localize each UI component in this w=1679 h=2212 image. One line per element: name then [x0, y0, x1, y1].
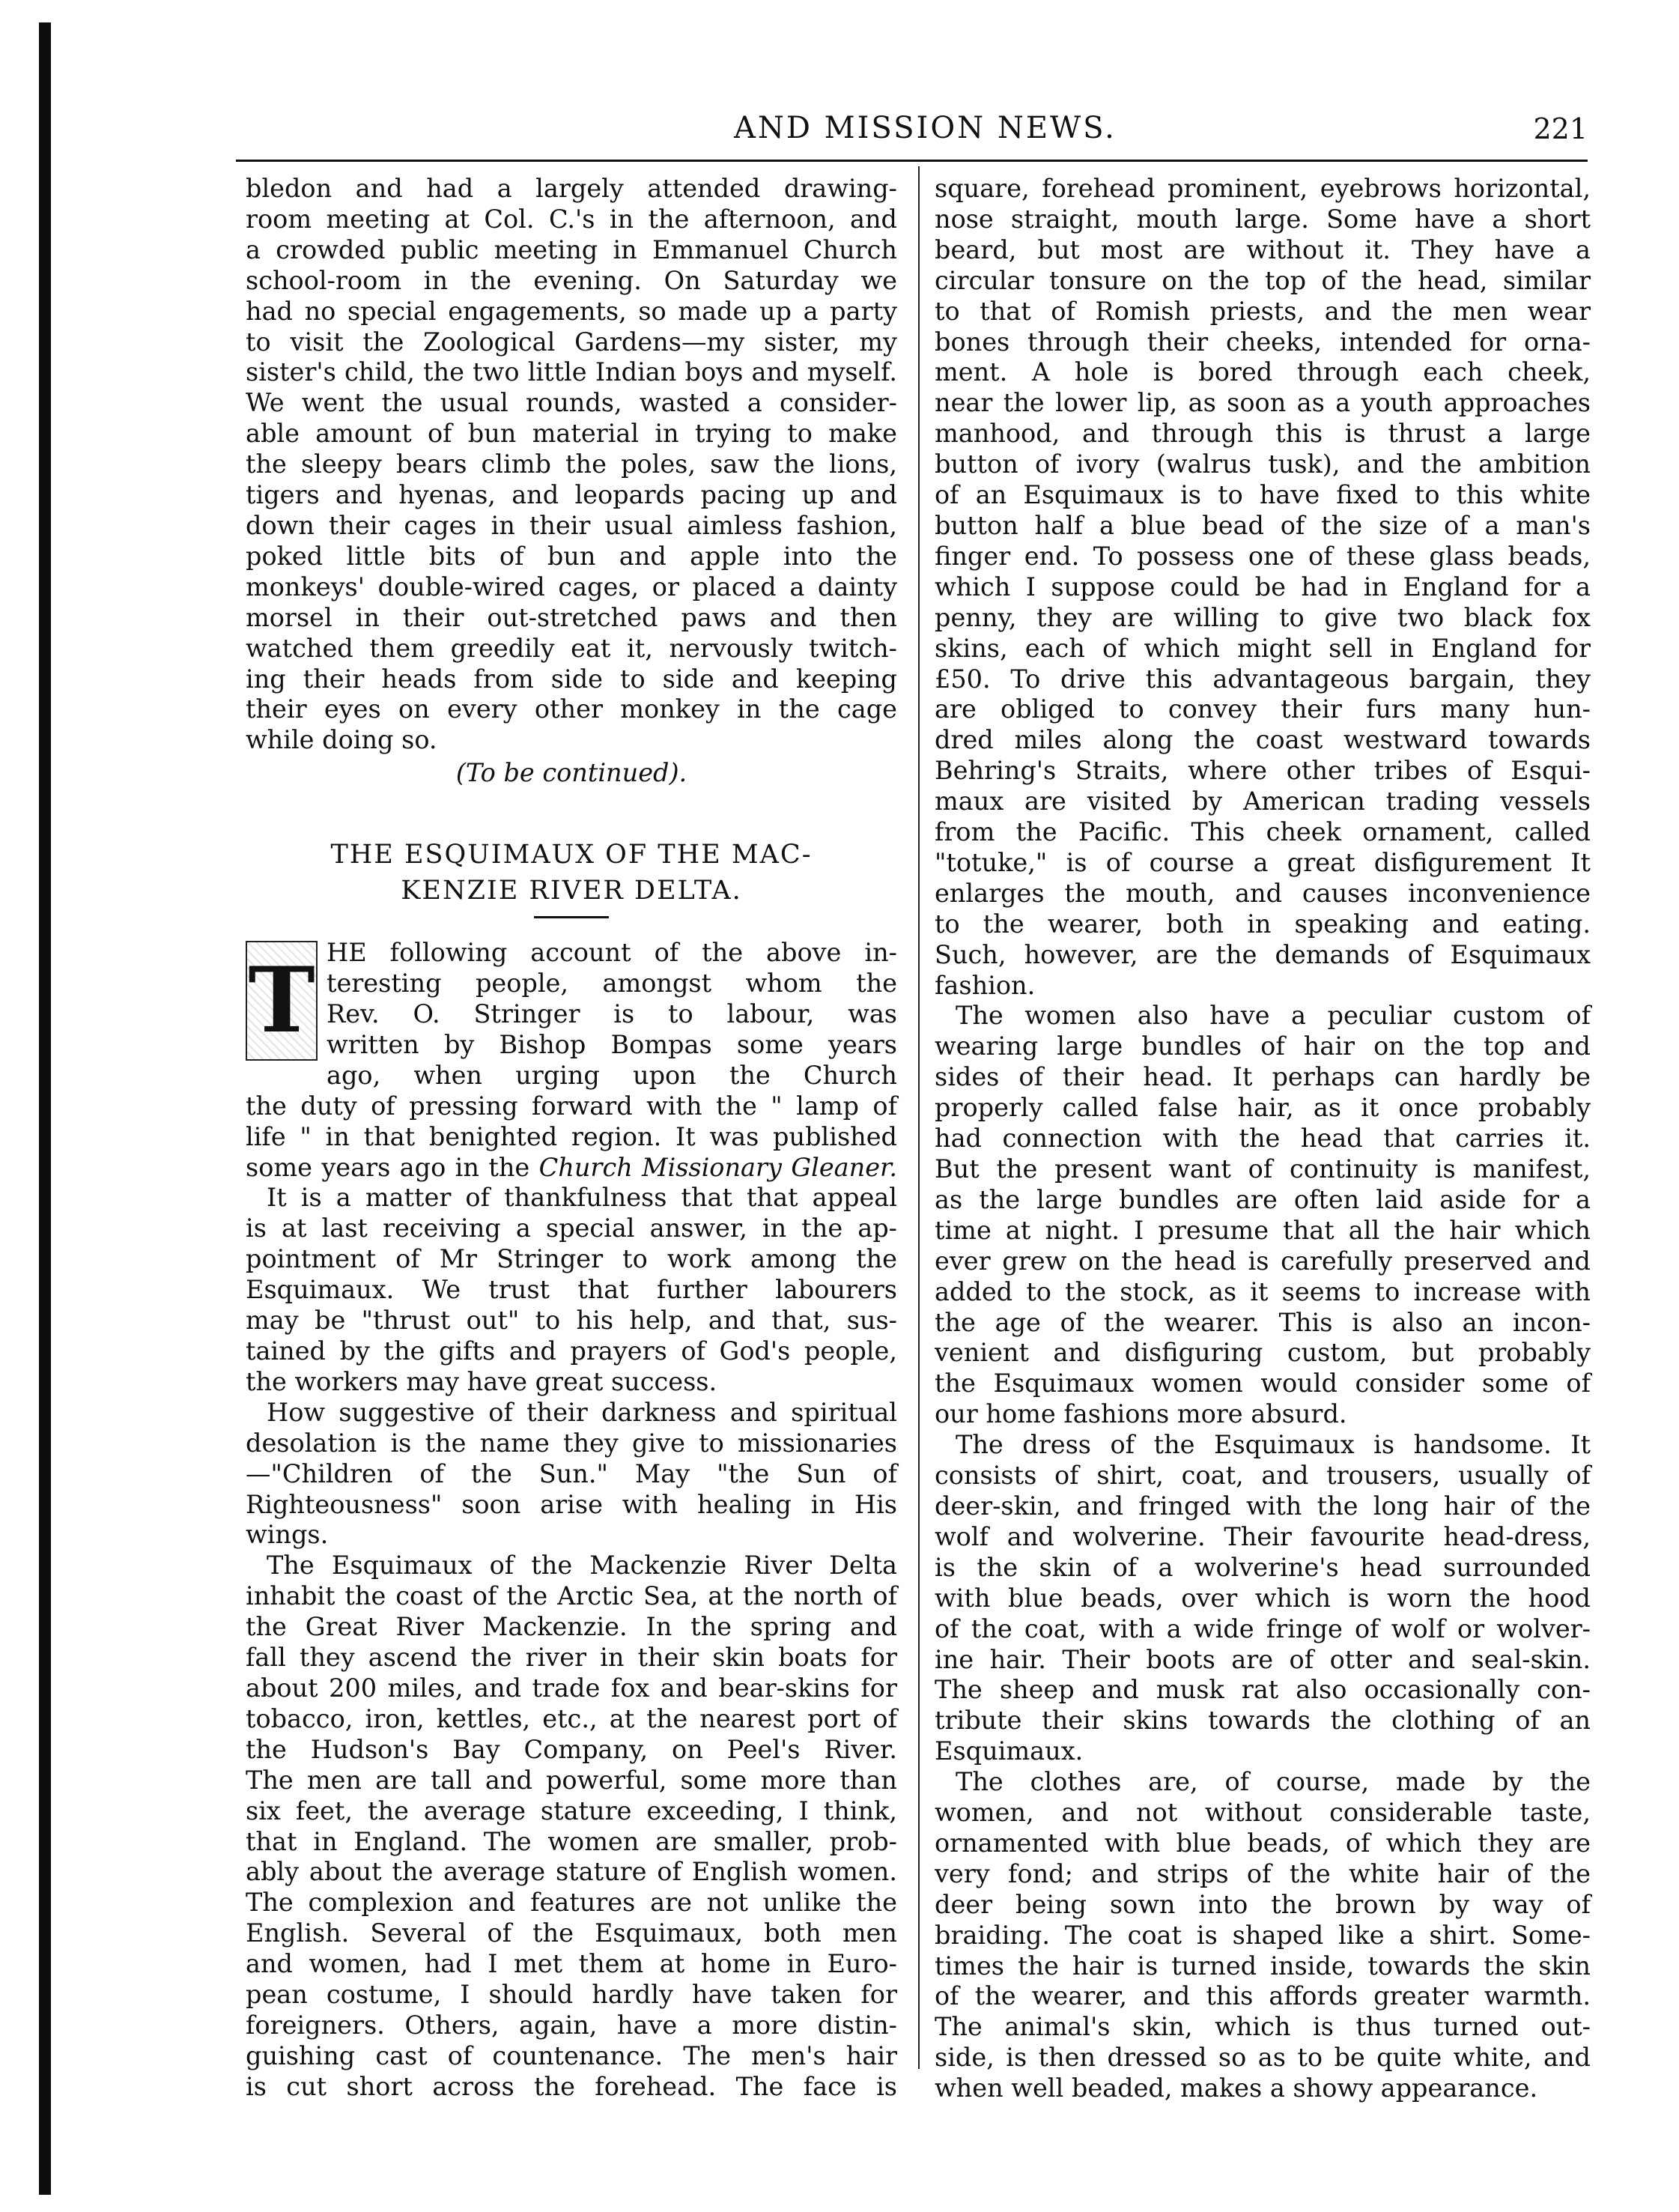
text-line: poked little bits of bun and apple into the	[246, 541, 897, 571]
text-line: is cut short across the forehead. The face is	[246, 2071, 897, 2101]
decorated-initial: T	[246, 941, 318, 1061]
to-be-continued: (To be continued).	[455, 758, 687, 788]
text-line: down their cages in their usual aimless fashion,	[246, 510, 897, 540]
text-line: the Hudson's Bay Company, on Peel's River.	[246, 1734, 897, 1764]
text-line: square, forehead prominent, eyebrows horizontal,	[935, 174, 1591, 203]
paragraph-delta-inhabitants	[246, 1551, 897, 2102]
intro-final-line	[246, 1153, 897, 1184]
text-line: time at night. I presume that all the hair which	[935, 1215, 1591, 1245]
text-line: fall they ascend the river in their skin boats for	[246, 1643, 897, 1673]
text-line: our home fashions more absurd.	[935, 1399, 1347, 1429]
text-line: sides of their head. It perhaps can hardly be	[935, 1062, 1591, 1092]
text-line: finger end. To possess one of these glass beads,	[935, 541, 1591, 571]
running-title: AND MISSION NEWS.	[734, 111, 1117, 145]
text-line: The animal's skin, which is thus turned out-	[935, 2012, 1591, 2042]
text-line: skins, each of which might sell in England for	[935, 633, 1591, 663]
text-line: tobacco, iron, kettles, etc., at the nearest port of	[246, 1703, 897, 1733]
text-line: bledon and had a largely attended drawing-	[246, 174, 897, 203]
text-line: is the skin of a wolverine's head surrounded	[935, 1552, 1591, 1582]
text-line: and women, had I met them at home in Euro-	[246, 1949, 897, 1979]
text-line: teresting people, amongst whom the	[327, 969, 897, 999]
text-line: ago, when urging upon the Church	[327, 1060, 897, 1090]
text-line: button of ivory (walrus tusk), and the ambition	[935, 449, 1591, 479]
page-number: 221	[1533, 112, 1588, 145]
text-line: while doing so.	[246, 725, 437, 755]
text-line: ever grew on the head is carefully preserved and	[935, 1246, 1591, 1276]
text-line: We went the usual rounds, wasted a consider-	[246, 388, 897, 418]
text-line: Esquimaux. We trust that further labourers	[246, 1275, 897, 1305]
text-line: when well beaded, makes a showy appearance.	[935, 2073, 1538, 2103]
text-line: ine hair. Their boots are of otter and seal-skin.	[935, 1644, 1591, 1674]
text-line: pointment of Mr Stringer to work among the	[246, 1244, 897, 1274]
text-line: tigers and hyenas, and leopards pacing up and	[246, 480, 897, 510]
paragraph-clothes	[935, 1767, 1591, 2104]
text-line: The sheep and musk rat also occasionally con-	[935, 1675, 1591, 1705]
text-line: £50. To drive this advantageous bargain, they	[935, 664, 1591, 694]
text-line: to the wearer, both in speaking and eating.	[935, 909, 1591, 939]
text-line: beard, but most are without it. They have a	[935, 234, 1591, 264]
paragraph-features	[935, 174, 1591, 1001]
text-line: as the large bundles are often laid aside for a	[935, 1184, 1591, 1214]
text-line: The complexion and features are not unlike the	[246, 1888, 897, 1918]
text-line: women, and not without considerable taste,	[935, 1798, 1591, 1828]
text-line: Righteousness" soon arise with healing in His	[246, 1489, 897, 1519]
text-line: that in England. The women are smaller, prob-	[246, 1826, 897, 1856]
text-line: The women also have a peculiar custom of	[956, 1001, 1591, 1031]
text-line: tained by the gifts and prayers of God's people,	[246, 1336, 897, 1366]
binding-edge	[39, 22, 51, 2195]
text-line: about 200 miles, and trade fox and bear-skins for	[246, 1673, 897, 1703]
text-line: penny, they are willing to give two black fox	[935, 602, 1591, 632]
text-line: very fond; and strips of the white hair of the	[935, 1858, 1591, 1888]
text-line: Such, however, are the demands of Esquimaux	[935, 939, 1591, 969]
text-line: HE following account of the above in-	[327, 938, 897, 968]
article-title	[246, 837, 897, 909]
text-line: deer-skin, and fringed with the long hair of the	[935, 1491, 1591, 1521]
text-line: nose straight, mouth large. Some have a short	[935, 204, 1591, 234]
text-line: had connection with the head that carries it.	[935, 1124, 1591, 1154]
text-line: maux are visited by American trading vessels	[935, 787, 1591, 816]
text-line: pean costume, I should hardly have taken for	[246, 1980, 897, 2010]
text-line: which I suppose could be had in England for a	[935, 572, 1591, 602]
text-line: inhabit the coast of the Arctic Sea, at the north of	[246, 1581, 897, 1611]
text-line: But the present want of continuity is manifest,	[935, 1154, 1591, 1184]
text-line: venient and disfiguring custom, but probably	[935, 1338, 1591, 1368]
text-line: monkeys' double-wired cages, or placed a dainty	[246, 572, 897, 602]
text-line: from the Pacific. This cheek ornament, called	[935, 817, 1591, 847]
text-line: It is a matter of thankfulness that that appeal	[267, 1183, 897, 1213]
paragraph-children-of-sun	[246, 1398, 897, 1551]
text-line: enlarges the mouth, and causes inconvenience	[935, 878, 1591, 908]
text-line: How suggestive of their darkness and spiritual	[267, 1397, 897, 1427]
text-line: is at last receiving a special answer, in the ap-	[246, 1213, 897, 1243]
intro-wrapped-lines	[246, 938, 897, 1091]
text-line: ably about the average stature of English women.	[246, 1857, 897, 1887]
text-line: near the lower lip, as soon as a youth approaches	[935, 388, 1591, 418]
text-line: tribute their skins towards the clothing of an	[935, 1706, 1591, 1736]
text-line: the Great River Mackenzie. In the spring and	[246, 1612, 897, 1642]
text-line: to visit the Zoological Gardens—my sister, my	[246, 327, 897, 357]
text-line: braiding. The coat is shaped like a shirt. Some-	[935, 1920, 1591, 1950]
publication-name: Church Missionary Gleaner.	[538, 1152, 898, 1182]
text-line: the Esquimaux women would consider some of	[935, 1369, 1591, 1399]
intro-final-text: some years ago in the	[246, 1152, 530, 1182]
text-line: may be "thrust out" to his help, and that, sus-	[246, 1306, 897, 1336]
title-rule	[534, 916, 609, 918]
text-line: Esquimaux.	[935, 1736, 1084, 1766]
text-line: wings.	[246, 1520, 329, 1550]
intro-paragraph	[246, 938, 897, 1183]
text-line: Rev. O. Stringer is to labour, was	[327, 999, 897, 1029]
text-line: six feet, the average stature exceeding, I think,	[246, 1796, 897, 1825]
text-line: written by Bishop Bompas some years	[327, 1029, 897, 1059]
text-line: ing their heads from side to side and keeping	[246, 664, 897, 694]
text-line: English. Several of the Esquimaux, both men	[246, 1918, 897, 1948]
text-line: Behring's Straits, where other tribes of Esqui-	[935, 756, 1591, 786]
text-line: of an Esquimaux is to have fixed to this white	[935, 480, 1591, 510]
right-column	[935, 174, 1591, 2104]
text-line: desolation is the name they give to missionaries	[246, 1428, 897, 1458]
text-line: of the wearer, and this affords greater warmth.	[935, 1981, 1591, 2011]
text-line: times the hair is turned inside, towards the skin	[935, 1951, 1591, 1981]
text-line: their eyes on every other monkey in the cage	[246, 694, 897, 724]
text-line: circular tonsure on the top of the head, similar	[935, 265, 1591, 295]
paragraph-dress	[935, 1430, 1591, 1767]
text-line: The dress of the Esquimaux is handsome. It	[956, 1430, 1591, 1460]
text-line: wearing large bundles of hair on the top and	[935, 1031, 1591, 1061]
text-line: are obliged to convey their furs many hun-	[935, 694, 1591, 724]
text-line: ment. A hole is bored through each cheek,	[935, 357, 1591, 387]
text-line: —"Children of the Sun." May "the Sun of	[246, 1458, 897, 1488]
text-line: the sleepy bears climb the poles, saw the lions,	[246, 449, 897, 479]
text-line: dred miles along the coast westward towards	[935, 725, 1591, 755]
text-line: room meeting at Col. C.'s in the afternoon, and	[246, 204, 897, 234]
text-line: button half a blue bead of the size of a man's	[935, 510, 1591, 540]
text-line: of the coat, with a wide fringe of wolf or wolver-	[935, 1613, 1591, 1643]
text-line: properly called false hair, as it once probably	[935, 1093, 1591, 1123]
text-line: ornamented with blue beads, of which they are	[935, 1828, 1591, 1858]
text-line: wolf and wolverine. Their favourite head-dress,	[935, 1521, 1591, 1551]
text-line: fashion.	[935, 970, 1036, 1000]
text-line: with blue beads, over which is worn the hood	[935, 1583, 1591, 1613]
text-line: manhood, and through this is thrust a large	[935, 419, 1591, 449]
text-line: The Esquimaux of the Mackenzie River Delta	[267, 1551, 897, 1581]
text-line: the duty of pressing forward with the " lamp of	[246, 1091, 897, 1121]
text-line: the age of the wearer. This is also an incon-	[935, 1307, 1591, 1337]
page-header	[225, 111, 1588, 156]
text-line: The clothes are, of course, made by the	[956, 1767, 1591, 1797]
text-line: deer being sown into the brown by way of	[935, 1889, 1591, 1919]
article-title-line-1: THE ESQUIMAUX OF THE MAC-	[330, 840, 813, 870]
text-line: bones through their cheeks, intended for orna-	[935, 327, 1591, 357]
text-line: guishing cast of countenance. The men's hair	[246, 2040, 897, 2070]
intro-continued-lines	[246, 1091, 897, 1153]
article-title-line-2: KENZIE RIVER DELTA.	[401, 876, 742, 906]
text-line: able amount of bun material in trying to make	[246, 419, 897, 449]
text-line: The men are tall and powerful, some more than	[246, 1765, 897, 1795]
text-line: to that of Romish priests, and the men wear	[935, 296, 1591, 326]
column-divider	[918, 166, 920, 2069]
text-line: "totuke," is of course a great disfigurement It	[935, 847, 1591, 877]
text-line: a crowded public meeting in Emmanuel Church	[246, 234, 897, 264]
continued-paragraph	[246, 174, 897, 756]
paragraph-hair-custom	[935, 1001, 1591, 1430]
text-line: foreigners. Others, again, have a more distin-	[246, 2010, 897, 2040]
text-line: life " in that benighted region. It was published	[246, 1121, 897, 1151]
text-line: morsel in their out-stretched paws and then	[246, 602, 897, 632]
text-line: added to the stock, as it seems to increase with	[935, 1276, 1591, 1306]
left-column	[246, 174, 897, 2103]
text-line: had no special engagements, so made up a party	[246, 296, 897, 326]
text-line: side, is then dressed so as to be quite white, and	[935, 2043, 1591, 2073]
text-line: sister's child, the two little Indian boys and myself.	[246, 357, 897, 387]
text-line: school-room in the evening. On Saturday we	[246, 265, 897, 295]
text-line: watched them greedily eat it, nervously twitch-	[246, 633, 897, 663]
paragraph-thankfulness	[246, 1183, 897, 1397]
text-line: the workers may have great success.	[246, 1366, 717, 1396]
text-line: consists of shirt, coat, and trousers, usually of	[935, 1461, 1591, 1491]
header-rule	[236, 160, 1588, 162]
